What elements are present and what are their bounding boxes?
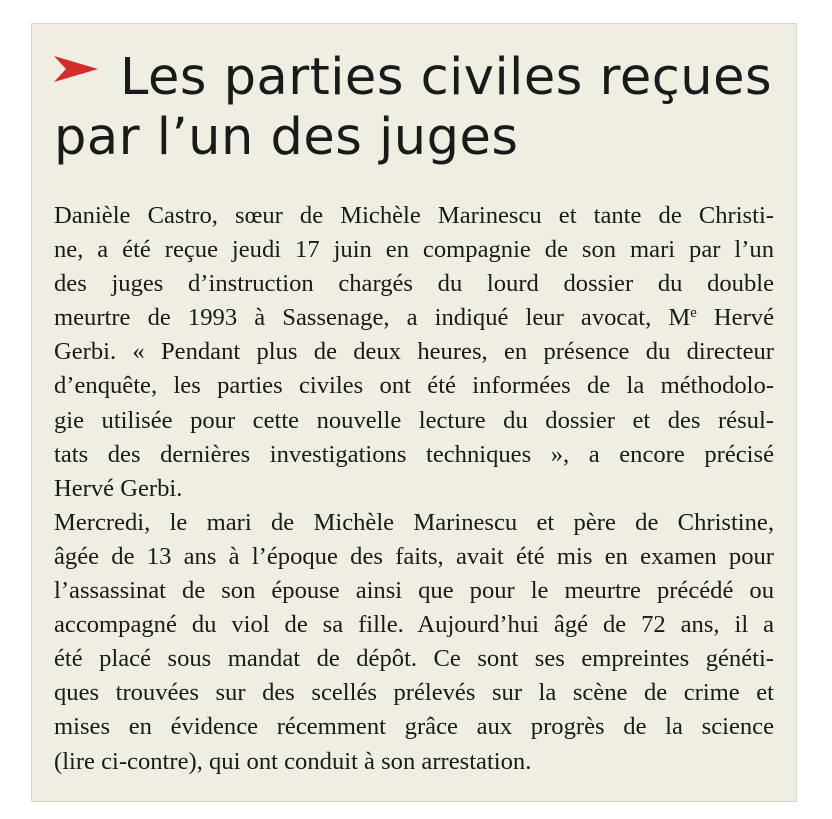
article-box xyxy=(31,23,797,802)
text-line: l’assassinat de son épouse ainsi que pour le meurtre précédé ou xyxy=(54,577,774,605)
text-line: ques trouvées sur des scellés prélevés sur la scène de crime et xyxy=(54,679,774,707)
text-line: ne, a été reçue jeudi 17 juin en compagnie de son mari par l’un xyxy=(54,236,774,264)
text-line: (lire ci-contre), qui ont conduit à son arrestation. xyxy=(54,747,532,775)
title-line-2: par l’un des juges xyxy=(54,108,519,167)
text-segment: meurtre de 1993 à Sassenage, a indiqué leur avocat, M xyxy=(54,304,691,332)
text-line: Hervé Gerbi. xyxy=(54,474,183,502)
title-line-1: Les parties civiles reçues xyxy=(120,48,773,107)
article-title xyxy=(54,48,784,168)
text-line-with-superscript xyxy=(54,301,774,335)
text-line: accompagné du viol de sa fille. Aujourd’hui âgé de 72 ans, il a xyxy=(54,611,774,639)
text-line: Gerbi. « Pendant plus de deux heures, en présence du directeur xyxy=(54,338,774,366)
text-line: tats des dernières investigations techniques », a encore précisé xyxy=(54,440,774,468)
paragraph-2 xyxy=(54,506,774,779)
arrow-right-icon xyxy=(54,56,98,82)
text-line: d’enquête, les parties civiles ont été informées de la méthodolo- xyxy=(54,372,774,400)
paragraph-1 xyxy=(54,199,774,506)
text-line: mises en évidence récemment grâce aux progrès de la science xyxy=(54,713,774,741)
text-line: des juges d’instruction chargés du lourd dossier du double xyxy=(54,270,774,298)
article-body xyxy=(54,199,774,779)
superscript: e xyxy=(690,305,697,322)
text-line: Danièle Castro, sœur de Michèle Marinescu et tante de Christi- xyxy=(54,202,774,229)
text-segment: Hervé xyxy=(696,304,774,332)
text-line: Mercredi, le mari de Michèle Marinescu et père de Christine, xyxy=(54,508,774,536)
text-line: été placé sous mandat de dépôt. Ce sont ses empreintes généti- xyxy=(54,645,774,673)
text-line: gie utilisée pour cette nouvelle lecture du dossier et des résul- xyxy=(54,406,774,434)
text-line: âgée de 13 ans à l’époque des faits, avait été mis en examen pour xyxy=(54,542,774,570)
